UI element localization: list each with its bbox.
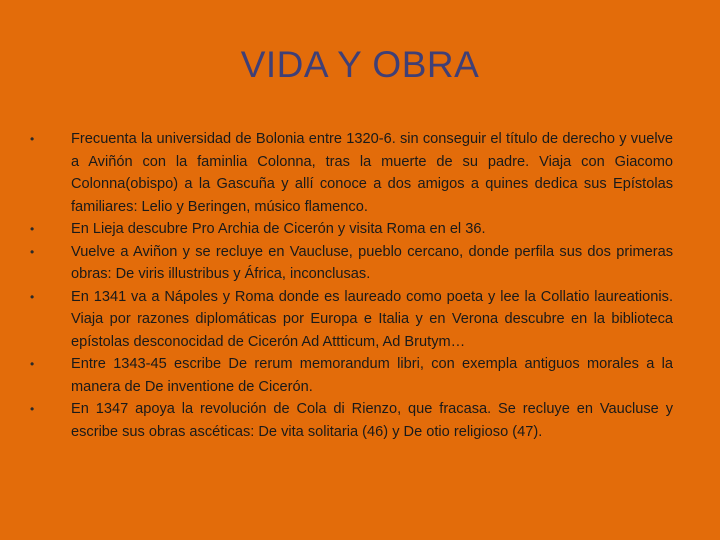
bullet-text: En 1341 va a Nápoles y Roma donde es laureado como poeta y lee la Collatio laureationis. Viaja por razones diplomáticas por Europa e Italia y en Verona descubre en la biblioteca epístolas desconocidad de Cicerón Ad Attticum, Ad Brutym… bbox=[71, 288, 673, 350]
bullet-list bbox=[30, 128, 673, 443]
bullet-dot-icon: • bbox=[30, 132, 35, 146]
bullet-text: En 1347 apoya la revolución de Cola di Rienzo, que fracasa. Se recluye en Vaucluse y escribe sus obras ascéticas: De vita solitaria (46) y De otio religioso (47). bbox=[71, 401, 673, 440]
bullet-text: Frecuenta la universidad de Bolonia entre 1320-6. sin conseguir el título de derecho y vuelve a Aviñón con la faminlia Colonna, tras la muerte de su padre. Viaja con Giacomo Colonna(obispo) a la Gascuña y allí conoce a dos amigos a quines dedica sus Epístolas familiares: Lelio y Beringen, músico flamenco. bbox=[71, 131, 673, 215]
bullet-dot-icon: • bbox=[30, 289, 35, 304]
bullet-text: Vuelve a Aviñon y se recluye en Vaucluse, pueblo cercano, donde perfila sus dos primeras obras: De viris illustribus y África, inconclusas. bbox=[71, 243, 673, 282]
bullet-item bbox=[30, 286, 673, 354]
bullet-text: Entre 1343-45 escribe De rerum memorandum libri, con exempla antiguos morales a la manera de De inventione de Cicerón. bbox=[71, 356, 673, 395]
bullet-dot-icon: • bbox=[30, 357, 35, 371]
bullet-item bbox=[30, 398, 673, 443]
bullet-dot-icon: • bbox=[30, 222, 35, 236]
bullet-dot-icon: • bbox=[30, 244, 35, 259]
bullet-item bbox=[30, 218, 673, 241]
bullet-item bbox=[30, 241, 673, 286]
bullet-text: En Lieja descubre Pro Archia de Cicerón y visita Roma en el 36. bbox=[71, 221, 486, 237]
bullet-item bbox=[30, 353, 673, 398]
bullet-item bbox=[30, 128, 673, 218]
bullet-dot-icon: • bbox=[30, 402, 35, 416]
slide-title: VIDA Y OBRA bbox=[240, 44, 480, 85]
